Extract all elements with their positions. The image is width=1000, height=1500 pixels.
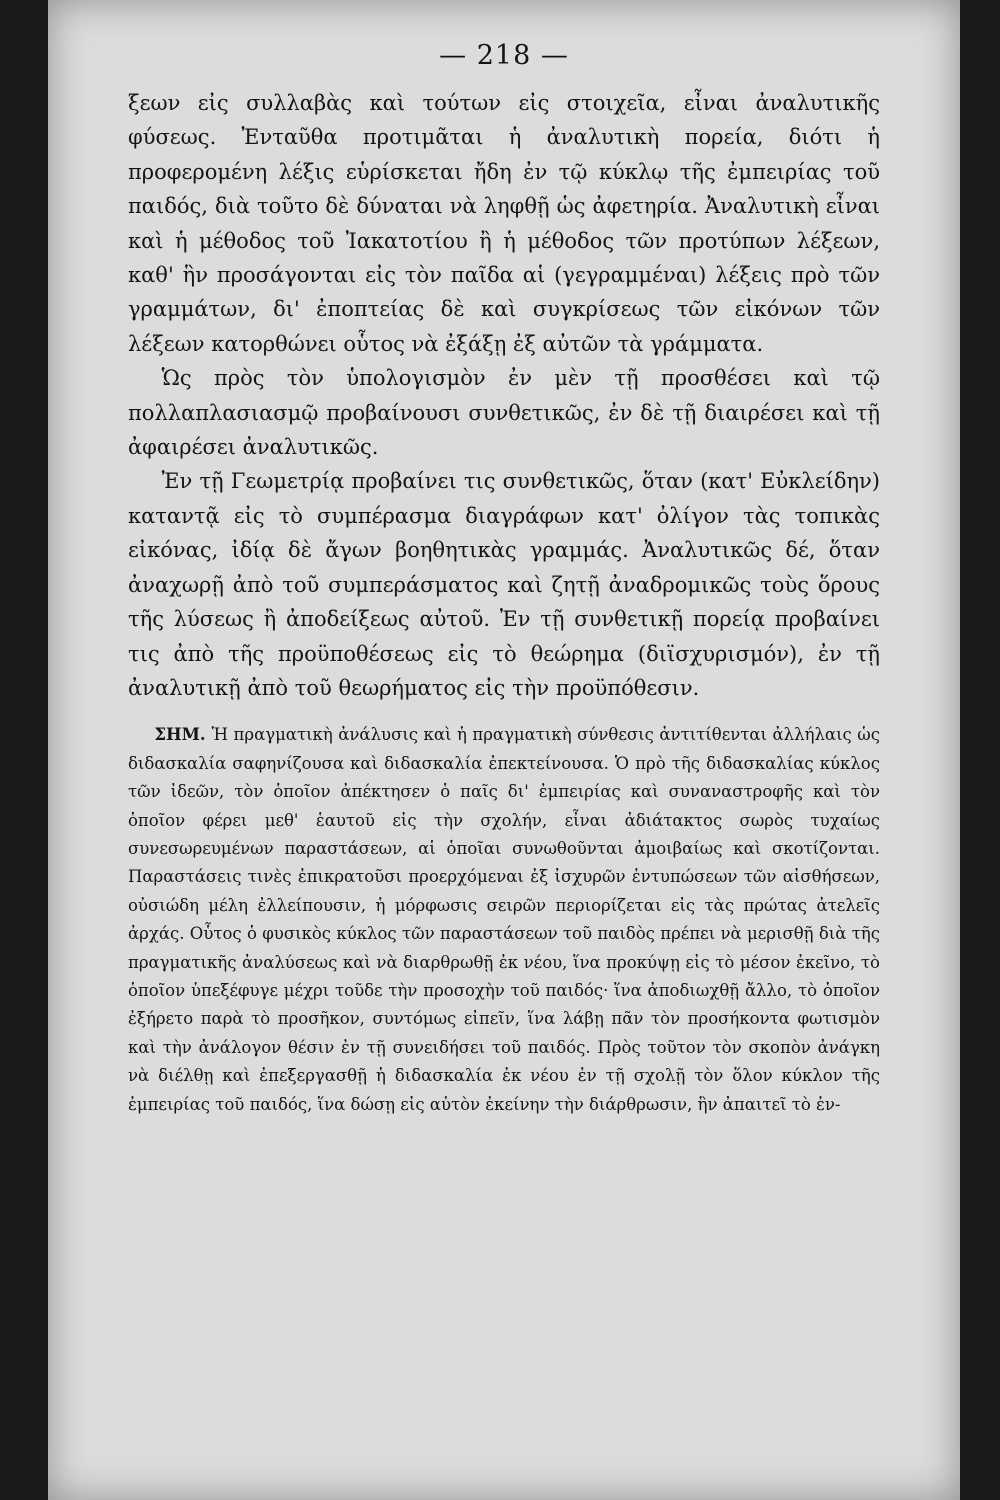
note-block bbox=[128, 721, 880, 1119]
note-label: ΣΗΜ. bbox=[154, 725, 206, 745]
note-text: Ἡ πραγματικὴ ἀνάλυσις καὶ ἡ πραγματικὴ σύνθεσις ἀντιτίθενται ἀλλήλαις ὡς διδασκαλία σαφηνίζουσα καὶ διδασκαλία ἐπεκτείνουσα. Ὁ πρὸ τῆς διδασκαλίας κύκλος τῶν ἰδεῶν, τὸν ὁποῖον ἀπέκτησεν ὁ παῖς δι' ἐμπειρίας καὶ συναναστροφῆς καὶ τὸν ὁποῖον φέρει μεθ' ἑαυτοῦ εἰς τὴν σχολήν, εἶναι ἀδιάτακτος σωρὸς τυχαίως συνεσωρευμένων παραστάσεων, αἱ ὁποῖαι συνωθοῦνται ἀμοιβαίως καὶ σκοτίζονται. Παραστάσεις τινὲς ἐπικρατοῦσι προερχόμεναι ἐξ ἰσχυρῶν ἐντυπώσεων τῶν αἰσθήσεων, οὐσιώδη μέλη ἐλλείπουσιν, ἡ μόρφωσις σειρῶν περιορίζεται εἰς τὰς πρώτας ἀτελεῖς ἀρχάς. Οὗτος ὁ φυσικὸς κύκλος τῶν παραστάσεων τοῦ παιδὸς πρέπει νὰ μερισθῇ διὰ τῆς πραγματικῆς ἀναλύσεως καὶ νὰ διαρθρωθῇ ἐκ νέου, ἵνα προκύψῃ εἰς τὸ μέσον ἐκεῖνο, τὸ ὁποῖον ὑπεξέφυγε μέχρι τοῦδε τὴν προσοχὴν τοῦ παιδός· ἵνα ἀποδιωχθῇ ἄλλο, τὸ ὁποῖον ἐξήρετο παρὰ τὸ προσῆκον, συντόμως εἰπεῖν, ἵνα λάβῃ πᾶν τὸν προσήκοντα φωτισμὸν καὶ τὴν ἀνάλογον θέσιν ἐν τῇ συνειδήσει τοῦ παιδός. Πρὸς τοῦτον τὸν σκοπὸν ἀνάγκη νὰ διέλθῃ καὶ ἐπεξεργασθῇ ἡ διδασκαλία ἐκ νέου ἐν τῇ σχολῇ τὸν ὅλον κύκλον τῆς ἐμπειρίας τοῦ παιδός, ἵνα δώσῃ εἰς αὐτὸν ἐκείνην τὴν διάρθρωσιν, ἣν ἀπαιτεῖ τὸ ἐν- bbox=[128, 725, 880, 1114]
paragraph-analysis-reading: ξεων εἰς συλλαβὰς καὶ τούτων εἰς στοιχεῖα, εἶναι ἀναλυτικῆς φύσεως. Ἐνταῦθα προτιμᾶται ἡ ἀναλυτικὴ πορεία, διότι ἡ προφερομένη λέξις εὑρίσκεται ἤδη ἐν τῷ κύκλῳ τῆς ἐμπειρίας τοῦ παιδός, διὰ τοῦτο δὲ δύναται νὰ ληφθῇ ὡς ἀφετηρία. Ἀναλυτικὴ εἶναι καὶ ἡ μέθοδος τοῦ Ἰακατοτίου ἢ ἡ μέθοδος τῶν προτύπων λέξεων, καθ' ἣν προσάγονται εἰς τὸν παῖδα αἱ (γεγραμμέναι) λέξεις πρὸ τῶν γραμμάτων, δι' ἐποπτείας δὲ καὶ συγκρίσεως τῶν εἰκόνων τῶν λέξεων κατορθώνει οὗτος νὰ ἐξάξῃ ἐξ αὐτῶν τὰ γράμματα. bbox=[128, 91, 880, 356]
page-body bbox=[128, 86, 880, 1119]
page-number: — 218 — bbox=[439, 40, 569, 71]
book-page bbox=[48, 0, 960, 1500]
paragraph-arithmetic: Ὡς πρὸς τὸν ὑπολογισμὸν ἐν μὲν τῇ προσθέσει καὶ τῷ πολλαπλασιασμῷ προβαίνουσι συνθετικῶς, ἐν δὲ τῇ διαιρέσει καὶ τῇ ἀφαιρέσει ἀναλυτικῶς. bbox=[128, 366, 880, 460]
paragraph-geometry: Ἐν τῇ Γεωμετρίᾳ προβαίνει τις συνθετικῶς, ὅταν (κατ' Εὐκλείδην) καταντᾷ εἰς τὸ συμπέρασμα διαγράφων κατ' ὀλίγον τὰς τοπικὰς εἰκόνας, ἰδίᾳ δὲ ἄγων βοηθητικὰς γραμμάς. Ἀναλυτικῶς δέ, ὅταν ἀναχωρῇ ἀπὸ τοῦ συμπεράσματος καὶ ζητῇ ἀναδρομικῶς τοὺς ὅρους τῆς λύσεως ἢ ἀποδείξεως αὐτοῦ. Ἐν τῇ συνθετικῇ πορείᾳ προβαίνει τις ἀπὸ τῆς προϋποθέσεως εἰς τὸ θεώρημα (διϊσχυρισμόν), ἐν τῇ ἀναλυτικῇ ἀπὸ τοῦ θεωρήματος εἰς τὴν προϋπόθεσιν. bbox=[128, 469, 880, 700]
